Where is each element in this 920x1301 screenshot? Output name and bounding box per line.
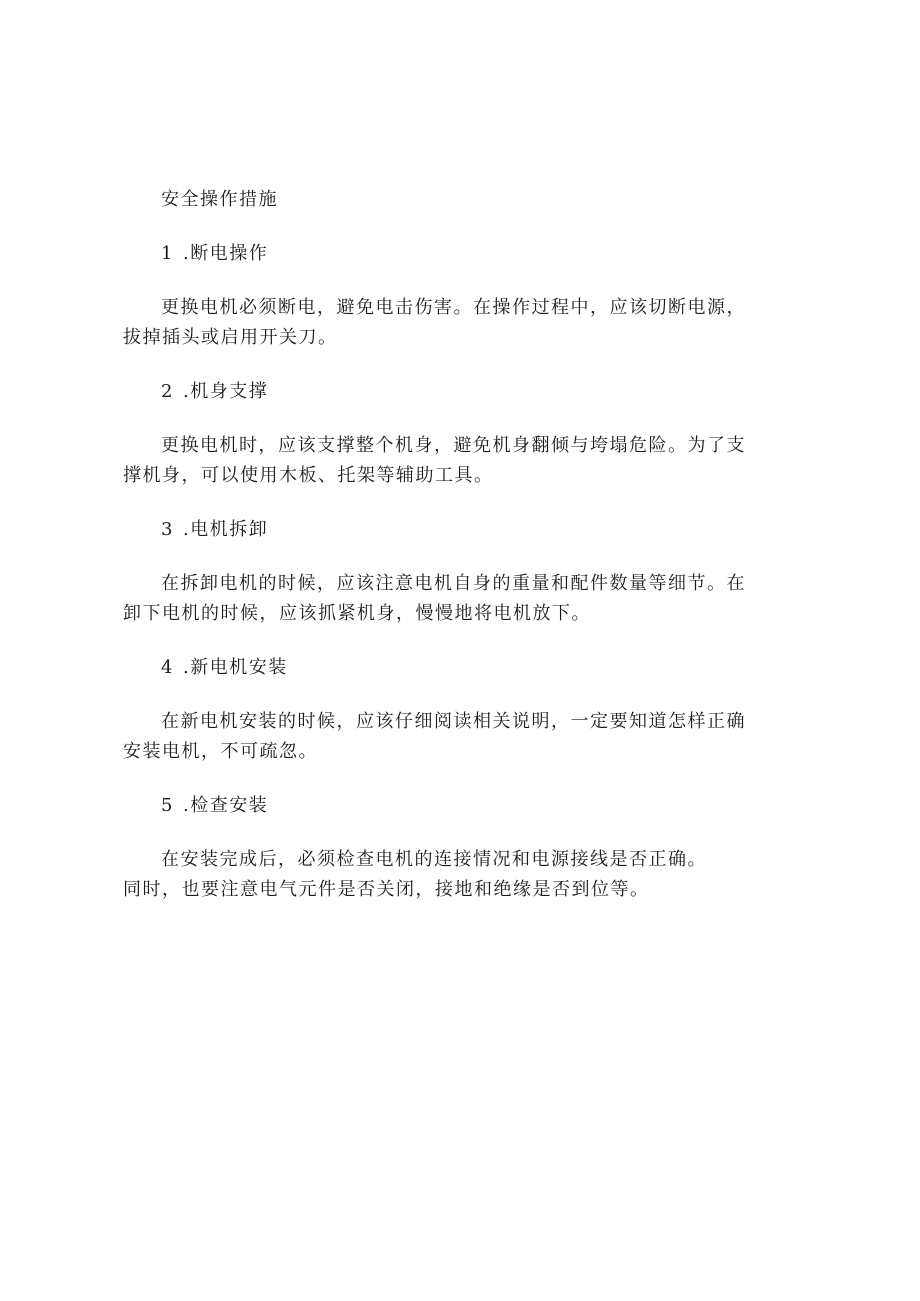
paragraph-line: 撑机身，可以使用木板、托架等辅助工具。 xyxy=(123,465,494,486)
section-heading-5 xyxy=(123,791,773,821)
paragraph-line: 拔掉插头或启用开关刀。 xyxy=(123,327,338,348)
paragraph-line: 卸下电机的时候，应该抓紧机身，慢慢地将电机放下。 xyxy=(123,603,591,624)
paragraph-line: 在安装完成后，必须检查电机的连接情况和电源接线是否正确。 xyxy=(161,849,707,870)
paragraph-line: 在拆卸电机的时候，应该注意电机自身的重量和配件数量等细节。在 xyxy=(161,573,746,594)
section-heading-text: .新电机安装 xyxy=(183,657,288,678)
document-title: 安全操作措施 xyxy=(161,189,278,210)
paragraph-line: 在新电机安装的时候，应该仔细阅读相关说明，一定要知道怎样正确 xyxy=(161,711,746,732)
section-number: 1 xyxy=(161,243,174,264)
section-heading-4 xyxy=(123,653,773,683)
section-number: 5 xyxy=(161,795,174,816)
section-heading-text: .检查安装 xyxy=(183,795,269,816)
paragraph-line: 同时，也要注意电气元件是否关闭，接地和绝缘是否到位等。 xyxy=(123,879,650,900)
document-body xyxy=(123,185,773,905)
section-heading-text: .机身支撑 xyxy=(183,381,269,402)
section-heading-text: .断电操作 xyxy=(183,243,269,264)
section-number: 2 xyxy=(161,381,174,402)
paragraph-line: 更换电机时，应该支撑整个机身，避免机身翻倾与垮塌危险。为了支 xyxy=(161,435,746,456)
section-heading-text: .电机拆卸 xyxy=(183,519,269,540)
section-heading-1 xyxy=(123,239,773,269)
section-heading-3 xyxy=(123,515,773,545)
section-number: 4 xyxy=(161,657,174,678)
paragraph-line: 更换电机必须断电，避免电击伤害。在操作过程中，应该切断电源， xyxy=(161,297,746,318)
paragraph-line: 安装电机，不可疏忽。 xyxy=(123,741,318,762)
section-heading-2 xyxy=(123,377,773,407)
section-number: 3 xyxy=(161,519,174,540)
